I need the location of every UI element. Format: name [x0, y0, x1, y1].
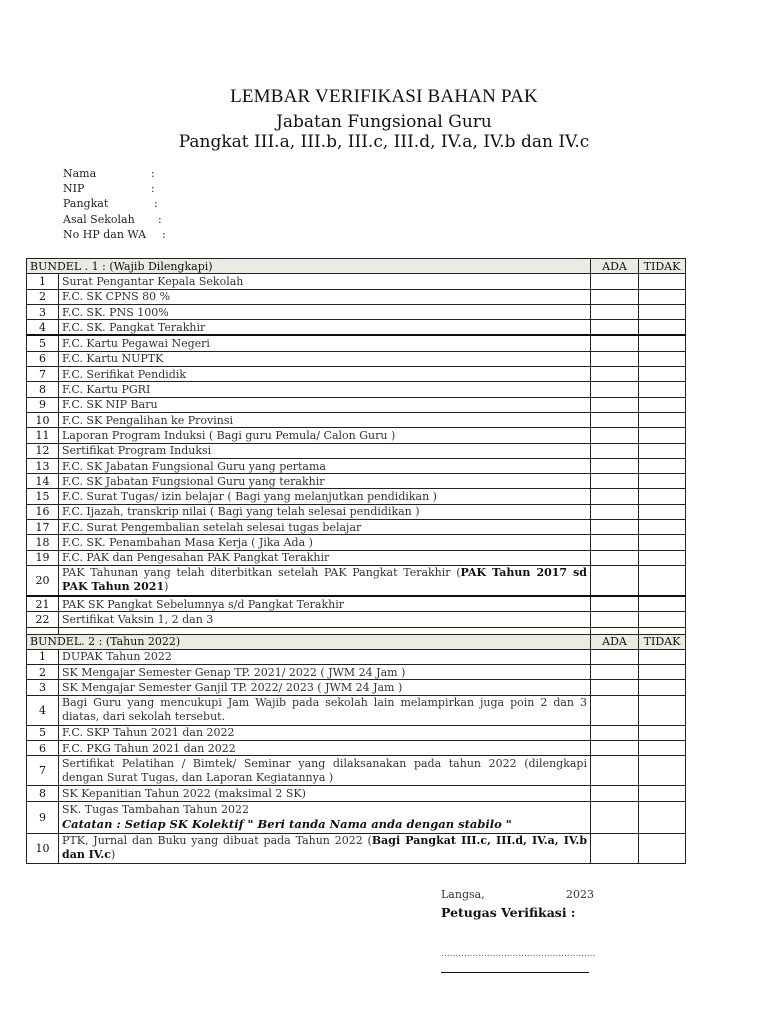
row-number: 8	[27, 382, 59, 397]
tidak-checkbox-cell[interactable]	[639, 504, 686, 519]
field-no-hp-wa[interactable]	[63, 227, 166, 242]
document-title: LEMBAR VERIFIKASI BAHAN PAK	[230, 86, 538, 107]
table-row	[27, 612, 686, 627]
table-row	[27, 535, 686, 550]
ada-checkbox-cell[interactable]	[591, 367, 639, 382]
tidak-checkbox-cell[interactable]	[639, 397, 686, 412]
field-colon: :	[162, 227, 166, 241]
tidak-checkbox-cell[interactable]	[639, 665, 686, 680]
col-ada-header: ADA	[591, 634, 639, 649]
spacer-cell	[27, 627, 59, 634]
ada-checkbox-cell[interactable]	[591, 320, 639, 336]
tidak-checkbox-cell[interactable]	[639, 412, 686, 427]
table-row	[27, 474, 686, 489]
ada-checkbox-cell[interactable]	[591, 504, 639, 519]
tidak-checkbox-cell[interactable]	[639, 756, 686, 786]
tidak-checkbox-cell[interactable]	[639, 320, 686, 336]
row-description: F.C. Surat Pengembalian setelah selesai tugas belajar	[59, 520, 591, 535]
table-row	[27, 695, 686, 725]
tidak-checkbox-cell[interactable]	[639, 428, 686, 443]
row-number: 7	[27, 367, 59, 382]
table-row	[27, 741, 686, 756]
table-row	[27, 489, 686, 504]
table-row	[27, 351, 686, 366]
table-row	[27, 550, 686, 565]
ada-checkbox-cell[interactable]	[591, 550, 639, 565]
signature-year: 2023	[566, 888, 594, 901]
row-number: 7	[27, 756, 59, 786]
tidak-checkbox-cell[interactable]	[639, 443, 686, 458]
ada-checkbox-cell[interactable]	[591, 474, 639, 489]
signature-line	[441, 972, 589, 973]
tidak-checkbox-cell[interactable]	[639, 680, 686, 695]
tidak-checkbox-cell[interactable]	[639, 725, 686, 740]
row-description: Sertifikat Pelatihan / Bimtek/ Seminar yang dilaksanakan pada tahun 2022 (dilengkapi dengan Surat Tugas, dan Laporan Kegiatannya )	[59, 756, 591, 786]
row-description: F.C. Kartu NUPTK	[59, 351, 591, 366]
ada-checkbox-cell[interactable]	[591, 489, 639, 504]
ada-checkbox-cell[interactable]	[591, 565, 639, 596]
row-description: SK Kepanitian Tahun 2022 (maksimal 2 SK)	[59, 786, 591, 801]
col-tidak-header: TIDAK	[639, 634, 686, 649]
row-number: 15	[27, 489, 59, 504]
row-description: F.C. Kartu PGRI	[59, 382, 591, 397]
tidak-checkbox-cell[interactable]	[639, 351, 686, 366]
ada-checkbox-cell[interactable]	[591, 665, 639, 680]
ada-checkbox-cell[interactable]	[591, 801, 639, 833]
row-description: F.C. SK CPNS 80 %	[59, 289, 591, 304]
table-row	[27, 428, 686, 443]
row-number: 5	[27, 725, 59, 740]
tidak-checkbox-cell[interactable]	[639, 833, 686, 863]
row-number: 9	[27, 397, 59, 412]
tidak-checkbox-cell[interactable]	[639, 649, 686, 664]
row-number: 3	[27, 680, 59, 695]
ada-checkbox-cell[interactable]	[591, 725, 639, 740]
row-number: 22	[27, 612, 59, 627]
ada-checkbox-cell[interactable]	[591, 443, 639, 458]
table-row	[27, 565, 686, 596]
row-description: PAK SK Pangkat Sebelumnya s/d Pangkat Terakhir	[59, 596, 591, 612]
table-row	[27, 680, 686, 695]
ada-checkbox-cell[interactable]	[591, 412, 639, 427]
row-number: 6	[27, 741, 59, 756]
table-row	[27, 335, 686, 351]
row-number: 14	[27, 474, 59, 489]
tidak-checkbox-cell[interactable]	[639, 382, 686, 397]
field-colon: :	[151, 167, 155, 180]
row-description: Sertifikat Program Induksi	[59, 443, 591, 458]
row-number: 3	[27, 304, 59, 319]
row-number: 4	[27, 320, 59, 336]
tidak-checkbox-cell[interactable]	[639, 520, 686, 535]
row-number: 5	[27, 335, 59, 351]
bundle2-header-row	[27, 634, 686, 649]
row-description-text: PTK, Jurnal dan Buku yang dibuat pada Tahun 2022 (	[62, 834, 372, 848]
row-description: Sertifikat Vaksin 1, 2 dan 3	[59, 612, 591, 627]
row-description	[59, 565, 591, 596]
row-number: 12	[27, 443, 59, 458]
identity-fields	[63, 166, 166, 242]
table-row	[27, 725, 686, 740]
row-description: Laporan Program Induksi ( Bagi guru Pemula/ Calon Guru )	[59, 428, 591, 443]
field-label: Pangkat	[63, 197, 109, 211]
field-label: No HP dan WA	[63, 227, 147, 241]
row-description-tail: )	[164, 580, 169, 594]
col-ada-header: ADA	[591, 259, 639, 274]
row-description-bold: Bagi Pangkat III.c, III.d, IV.a, IV.b dan IV.c	[62, 834, 588, 862]
row-description: SK Mengajar Semester Genap TP. 2021/ 2022 ( JWM 24 Jam )	[59, 665, 591, 680]
tidak-checkbox-cell[interactable]	[639, 550, 686, 565]
table-row	[27, 289, 686, 304]
field-label: Nama	[63, 167, 97, 180]
ada-checkbox-cell[interactable]	[591, 397, 639, 412]
table-row	[27, 397, 686, 412]
table-row	[27, 274, 686, 289]
row-description: F.C. SK Jabatan Fungsional Guru yang pertama	[59, 458, 591, 473]
ada-checkbox-cell[interactable]	[591, 274, 639, 289]
row-number: 16	[27, 504, 59, 519]
tidak-checkbox-cell[interactable]	[639, 367, 686, 382]
row-description: F.C. Kartu Pegawai Negeri	[59, 335, 591, 351]
tidak-checkbox-cell[interactable]	[639, 741, 686, 756]
tidak-checkbox-cell[interactable]	[639, 596, 686, 612]
row-note: Catatan : Setiap SK Kolektif " Beri tanda Nama anda dengan stabilo "	[62, 817, 512, 832]
row-number: 8	[27, 786, 59, 801]
tidak-checkbox-cell[interactable]	[639, 801, 686, 833]
row-number: 1	[27, 649, 59, 664]
tidak-checkbox-cell[interactable]	[639, 335, 686, 351]
ada-checkbox-cell[interactable]	[591, 351, 639, 366]
table-row	[27, 801, 686, 833]
row-description: F.C. Serifikat Pendidik	[59, 367, 591, 382]
tidak-checkbox-cell[interactable]	[639, 535, 686, 550]
ada-checkbox-cell[interactable]	[591, 756, 639, 786]
signature-role: Petugas Verifikasi :	[441, 905, 576, 920]
tidak-checkbox-cell[interactable]	[639, 304, 686, 319]
signature-dots: ......................................................	[441, 949, 596, 959]
tidak-checkbox-cell[interactable]	[639, 289, 686, 304]
row-number: 19	[27, 550, 59, 565]
field-nama[interactable]	[63, 166, 155, 181]
table-row	[27, 382, 686, 397]
signature-city: Langsa,	[441, 888, 485, 901]
row-description: F.C. PKG Tahun 2021 dan 2022	[59, 741, 591, 756]
row-description: SK Mengajar Semester Ganjil TP. 2022/ 2023 ( JWM 24 Jam )	[59, 680, 591, 695]
ada-checkbox-cell[interactable]	[591, 428, 639, 443]
row-description-text: PAK Tahunan yang telah diterbitkan setelah PAK Pangkat Terakhir (	[62, 566, 461, 580]
row-description-tail: )	[110, 848, 116, 862]
row-description-bold: PAK Tahun 2017 sd PAK Tahun 2021	[62, 566, 587, 594]
table-row	[27, 596, 686, 612]
tidak-checkbox-cell[interactable]	[639, 474, 686, 489]
row-number: 18	[27, 535, 59, 550]
row-number: 20	[27, 565, 59, 596]
spacer-cell	[639, 627, 686, 634]
bundle1-header-row	[27, 259, 686, 274]
field-colon: :	[158, 212, 162, 226]
tidak-checkbox-cell[interactable]	[639, 565, 686, 596]
row-description-text: SK. Tugas Tambahan Tahun 2022	[62, 803, 249, 817]
ada-checkbox-cell[interactable]	[591, 695, 639, 725]
row-description: F.C. SK. Pangkat Terakhir	[59, 320, 591, 336]
field-asal-sekolah[interactable]	[63, 212, 162, 227]
row-description: DUPAK Tahun 2022	[59, 649, 591, 664]
tidak-checkbox-cell[interactable]	[639, 786, 686, 801]
table-row	[27, 520, 686, 535]
ada-checkbox-cell[interactable]	[591, 596, 639, 612]
tidak-checkbox-cell[interactable]	[639, 612, 686, 627]
ada-checkbox-cell[interactable]	[591, 680, 639, 695]
row-number: 10	[27, 412, 59, 427]
row-number: 2	[27, 289, 59, 304]
field-label: NIP	[63, 182, 85, 196]
table-row	[27, 665, 686, 680]
row-description: F.C. SK NIP Baru	[59, 397, 591, 412]
row-description: F.C. SKP Tahun 2021 dan 2022	[59, 725, 591, 740]
row-description: F.C. SK Pengalihan ke Provinsi	[59, 412, 591, 427]
ada-checkbox-cell[interactable]	[591, 520, 639, 535]
spacer-row	[27, 627, 686, 634]
table-row	[27, 304, 686, 319]
ada-checkbox-cell[interactable]	[591, 289, 639, 304]
spacer-cell	[59, 627, 591, 634]
row-number: 17	[27, 520, 59, 535]
ada-checkbox-cell[interactable]	[591, 649, 639, 664]
table-row	[27, 320, 686, 336]
row-description	[59, 801, 591, 833]
row-number: 1	[27, 274, 59, 289]
tidak-checkbox-cell[interactable]	[639, 695, 686, 725]
bundle1-heading: BUNDEL . 1 : (Wajib Dilengkapi)	[27, 259, 591, 274]
row-description: F.C. Surat Tugas/ izin belajar ( Bagi yang melanjutkan pendidikan )	[59, 489, 591, 504]
row-description: F.C. SK. Penambahan Masa Kerja ( Jika Ada )	[59, 535, 591, 550]
row-number: 9	[27, 801, 59, 833]
ada-checkbox-cell[interactable]	[591, 535, 639, 550]
table-row	[27, 649, 686, 664]
table-row	[27, 443, 686, 458]
row-description	[59, 833, 591, 863]
row-description: F.C. SK Jabatan Fungsional Guru yang terakhir	[59, 474, 591, 489]
row-number: 2	[27, 665, 59, 680]
row-number: 13	[27, 458, 59, 473]
bundle2-heading: BUNDEL. 2 : (Tahun 2022)	[27, 634, 591, 649]
table-row	[27, 833, 686, 863]
field-pangkat[interactable]	[63, 196, 158, 211]
field-nip[interactable]	[63, 181, 155, 196]
table-row	[27, 458, 686, 473]
field-colon: :	[151, 182, 155, 196]
row-number: 21	[27, 596, 59, 612]
spacer-cell	[591, 627, 639, 634]
tidak-checkbox-cell[interactable]	[639, 458, 686, 473]
field-label: Asal Sekolah	[63, 212, 135, 226]
ada-checkbox-cell[interactable]	[591, 833, 639, 863]
row-number: 10	[27, 833, 59, 863]
col-tidak-header: TIDAK	[639, 259, 686, 274]
document-ranks: Pangkat III.a, III.b, III.c, III.d, IV.a, IV.b dan IV.c	[178, 132, 590, 152]
row-number: 4	[27, 695, 59, 725]
table-row	[27, 367, 686, 382]
table-row	[27, 412, 686, 427]
verification-table	[26, 258, 686, 864]
ada-checkbox-cell[interactable]	[591, 612, 639, 627]
ada-checkbox-cell[interactable]	[591, 335, 639, 351]
tidak-checkbox-cell[interactable]	[639, 489, 686, 504]
tidak-checkbox-cell[interactable]	[639, 274, 686, 289]
field-colon: :	[154, 197, 158, 211]
row-description: Bagi Guru yang mencukupi Jam Wajib pada sekolah lain melampirkan juga poin 2 dan 3 diatas, dari sekolah tersebut.	[59, 695, 591, 725]
table-row	[27, 504, 686, 519]
row-number: 6	[27, 351, 59, 366]
ada-checkbox-cell[interactable]	[591, 741, 639, 756]
ada-checkbox-cell[interactable]	[591, 786, 639, 801]
table-row	[27, 756, 686, 786]
row-number: 11	[27, 428, 59, 443]
ada-checkbox-cell[interactable]	[591, 458, 639, 473]
table-row	[27, 786, 686, 801]
row-description: F.C. SK. PNS 100%	[59, 304, 591, 319]
ada-checkbox-cell[interactable]	[591, 382, 639, 397]
ada-checkbox-cell[interactable]	[591, 304, 639, 319]
row-description: Surat Pengantar Kepala Sekolah	[59, 274, 591, 289]
document-subtitle: Jabatan Fungsional Guru	[276, 112, 492, 132]
row-description: F.C. PAK dan Pengesahan PAK Pangkat Terakhir	[59, 550, 591, 565]
row-description: F.C. Ijazah, transkrip nilai ( Bagi yang telah selesai pendidikan )	[59, 504, 591, 519]
